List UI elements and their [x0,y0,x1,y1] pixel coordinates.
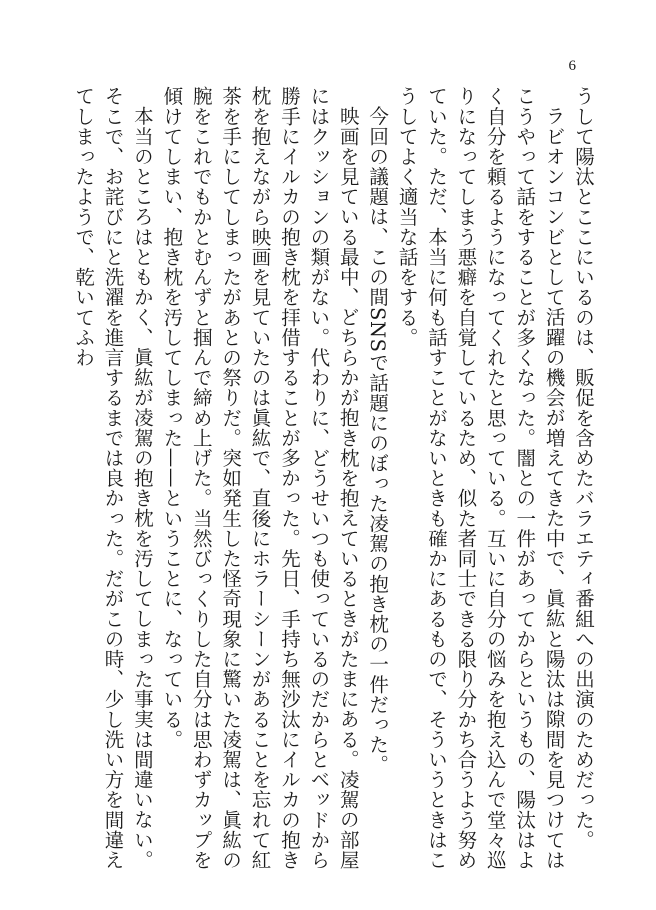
paragraph-1: うして陽汰とここにいるのは、販促を含めたバラエティ番組への出演のためだった。 [572,86,595,850]
paragraph-4: 映画を見ている最中、どちらかが抱き枕を抱えているときがたまにある。凌駕の部屋にはクッションの類がない。代わりに、どうせいつも使っているのだからとベッドから勝手にイルカの抱き枕を拝借することが多かった。先日、手持ち無沙汰にイルカの抱き枕を抱えながら映画を見ていたのは眞紘で、直後にホラーシーンがあることを忘れて紅茶を手にしてしまったがあとの祭りだ。突如発生した怪奇現象に驚いた凌駕は、眞紘の腕をこれでもかとむんずと掴んで締め上げた。当然びっくりした自分は思わずカップを傾けてしまい、抱き枕を汚してしまった——ということに、なっている。 [160,86,360,870]
paragraph-3: 今回の議題は、この間SNSで話題にのぼった凌駕の抱き枕の一件だった。 [366,105,390,775]
page-number: 6 [568,58,576,74]
paragraph-2: ラビオンコンビとして活躍の機会が増えてきた中で、眞紘と陽汰は隙間を見つけてはこうやって話をすることが多くなった。闇との一件があってからというもの、陽汰はよく自分を頼るようになってくれたと思っている。互いに自分の悩みを抱え込んで堂々巡りになってしまう悪癖を自覚しているため、似た者同士できる限り分かち合うよう努めていた。ただ、本当に何も話すことがないときも確かにあるもので、そういうときはこうしてよく適当な話をする。 [395,86,566,870]
paragraph-5: 本当のところはともかく、眞紘が凌駕の抱き枕を汚してしまった事実は間違いない。そこで、お詫びにと洗濯を進言するまでは良かった。だがこの時、少し洗い方を間違えてしまったようで、乾いてふわ [72,86,154,870]
body-text [69,86,598,886]
